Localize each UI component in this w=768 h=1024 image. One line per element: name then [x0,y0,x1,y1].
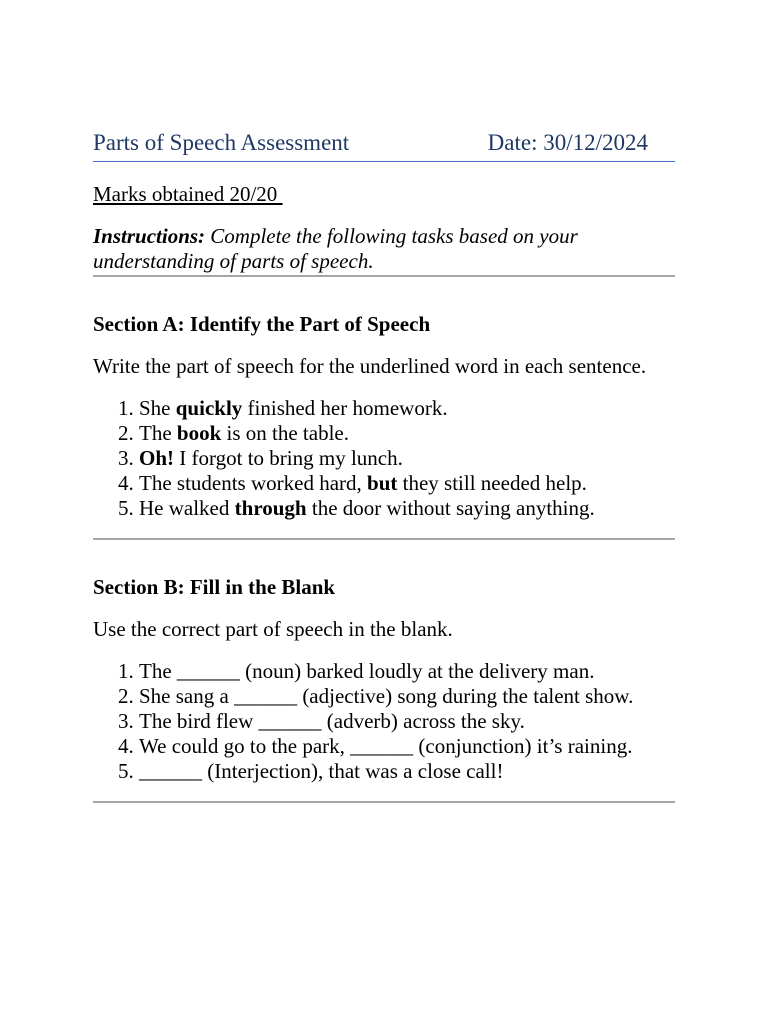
list-item: 4. We could go to the park, ______ (conjunction) it’s raining. [139,734,675,759]
item-text-before: The [139,421,177,445]
highlighted-word: Oh! [139,446,175,470]
list-item [139,396,675,421]
list-item [139,446,675,471]
section-b-heading: Section B: Fill in the Blank [93,575,336,599]
section-a-list [93,396,675,521]
section-divider [93,801,675,803]
highlighted-word: through [234,496,307,520]
section-b-list [93,659,675,784]
highlighted-word: book [176,421,222,445]
section-a-heading: Section A: Identify the Part of Speech [93,312,431,336]
marks-obtained: Marks obtained 20/20 [93,182,283,206]
section-b-description: Use the correct part of speech in the blank. [93,617,453,641]
document-title: Parts of Speech Assessment [93,130,350,155]
instructions [93,224,675,277]
item-text-after: I forgot to bring my lunch. [174,446,403,470]
highlighted-word: quickly [175,396,243,420]
item-text-before: He walked [139,496,235,520]
list-item [139,471,675,496]
item-text-after: the door without saying anything. [306,496,595,520]
list-item [139,421,675,446]
document-date: Date: 30/12/2024 [487,130,648,155]
item-text-before: The students worked hard, [139,471,368,495]
list-item [139,496,675,521]
section-a-description: Write the part of speech for the underlined word in each sentence. [93,354,647,378]
highlighted-word: but [367,471,398,495]
list-item: 1. The ______ (noun) barked loudly at the delivery man. [139,659,675,684]
item-text-after: is on the table. [221,421,349,445]
item-text-before: She [139,396,176,420]
instructions-text: Complete the following tasks based on your understanding of parts of speech. [93,224,578,273]
section-divider [93,538,675,540]
document-header [93,128,675,162]
list-item: 2. She sang a ______ (adjective) song during the talent show. [139,684,675,709]
assessment-page [93,128,675,803]
item-text-after: they still needed help. [397,471,587,495]
list-item: 5. ______ (Interjection), that was a close call! [139,759,675,784]
item-text-after: finished her homework. [242,396,448,420]
list-item: 3. The bird flew ______ (adverb) across the sky. [139,709,675,734]
instructions-label: Instructions: [93,224,206,248]
